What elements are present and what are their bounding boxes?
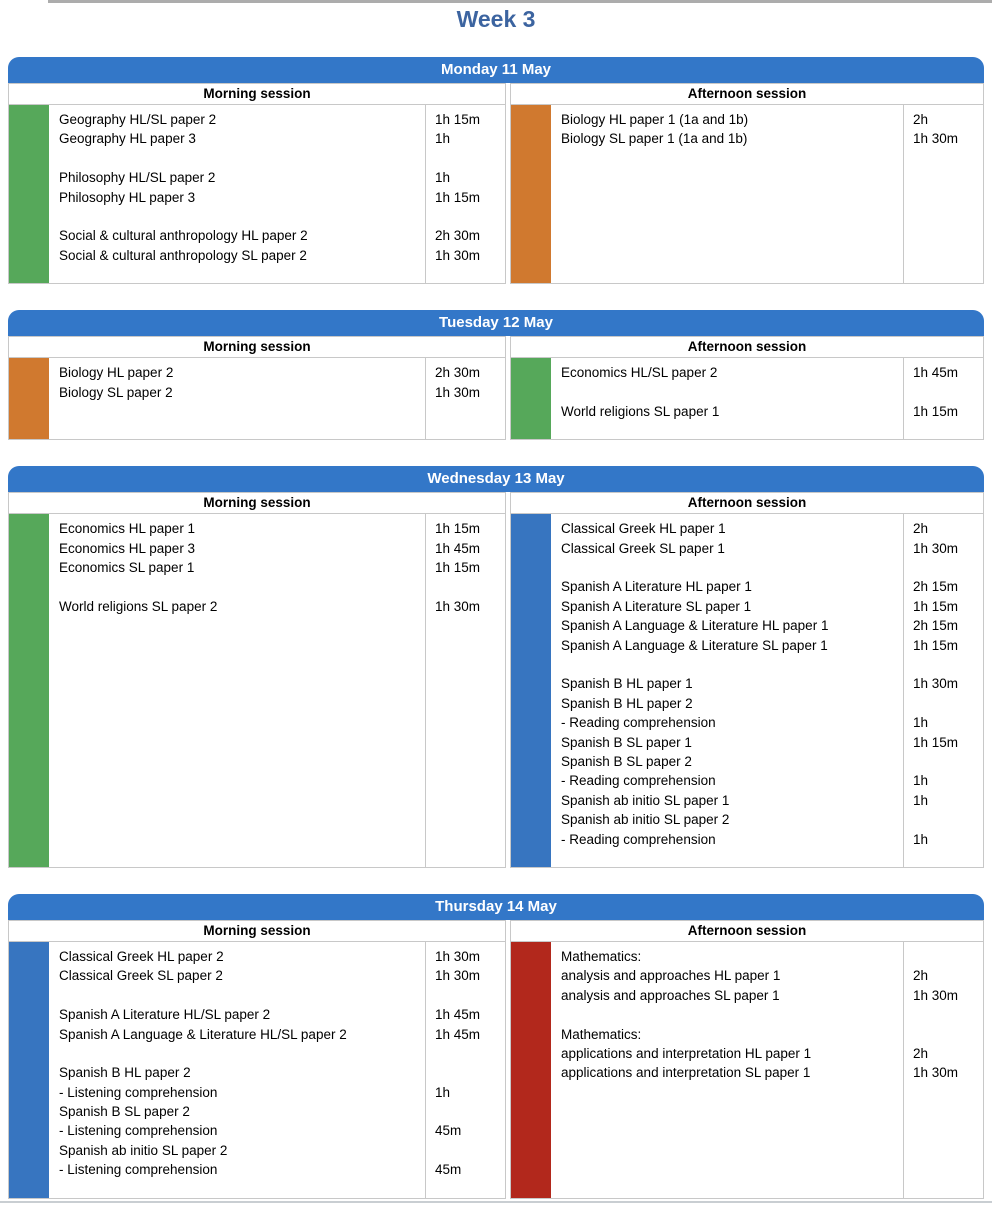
exam-duration: 1h 30m xyxy=(913,131,959,147)
exam-duration: 1h 15m xyxy=(913,598,959,614)
exam-durations-column xyxy=(903,942,983,1198)
session-title: Morning session xyxy=(9,337,505,358)
exam-durations-column xyxy=(425,105,505,283)
exam-durations-column xyxy=(903,514,983,867)
exam-name xyxy=(59,577,425,596)
exam-name: - Listening comprehension xyxy=(59,1162,218,1178)
session-afternoon xyxy=(510,83,984,284)
exam-name: Biology HL paper 1 (1a and 1b) xyxy=(561,112,749,127)
exam-name: Mathematics: xyxy=(561,1026,642,1042)
day-body xyxy=(8,920,984,1199)
exam-name: Economics HL paper 1 xyxy=(59,521,196,537)
exam-name: Social & cultural anthropology SL paper 2 xyxy=(59,247,307,263)
day-body xyxy=(8,336,984,440)
color-stripe xyxy=(511,105,551,283)
exam-name: World religions SL paper 2 xyxy=(59,598,218,614)
exam-name: - Reading comprehension xyxy=(561,715,716,731)
exam-duration: 2h 15m xyxy=(913,579,959,595)
exam-duration: 1h 45m xyxy=(435,540,481,556)
page-bottom-divider xyxy=(0,1201,992,1203)
session-afternoon xyxy=(510,336,984,440)
day-section xyxy=(8,57,984,284)
session-title: Afternoon session xyxy=(511,493,983,514)
exam-name: applications and interpretation HL paper 1 xyxy=(561,1045,812,1061)
exam-name xyxy=(59,207,425,226)
exam-duration xyxy=(435,207,505,226)
exam-duration: 1h 15m xyxy=(435,560,481,576)
day-header: Thursday 14 May xyxy=(8,894,984,920)
day-section xyxy=(8,310,984,440)
session-afternoon xyxy=(510,920,984,1199)
exam-duration: 1h 15m xyxy=(913,403,959,419)
session-content xyxy=(9,514,505,867)
exam-duration xyxy=(913,655,983,674)
session-title: Morning session xyxy=(9,84,505,105)
exam-names-column xyxy=(49,358,425,439)
exam-name: Classical Greek SL paper 2 xyxy=(59,968,223,984)
day-body xyxy=(8,83,984,284)
exam-duration: 1h 45m xyxy=(435,1007,481,1023)
exam-duration: 1h 15m xyxy=(913,734,959,750)
day-header: Tuesday 12 May xyxy=(8,310,984,336)
color-stripe xyxy=(9,514,49,867)
exam-duration: 1h xyxy=(913,715,929,731)
exam-name xyxy=(59,986,425,1005)
exam-duration: 1h 30m xyxy=(913,540,959,556)
exam-name: Economics HL/SL paper 2 xyxy=(561,365,718,381)
exam-duration: 1h 30m xyxy=(435,384,481,400)
exam-duration: 2h 30m xyxy=(435,228,481,244)
exam-names-column xyxy=(551,105,903,283)
exam-duration: 1h xyxy=(435,170,451,186)
exam-duration xyxy=(913,694,983,713)
exam-duration xyxy=(435,1044,505,1063)
exam-duration: 45m xyxy=(435,1123,462,1139)
exam-duration: 1h 30m xyxy=(913,987,959,1003)
session-title: Afternoon session xyxy=(511,84,983,105)
exam-duration: 2h 30m xyxy=(435,365,481,381)
exam-duration: 1h 30m xyxy=(435,598,481,614)
day-header: Monday 11 May xyxy=(8,57,984,83)
exam-duration: 1h 30m xyxy=(435,247,481,263)
exam-names-column xyxy=(551,942,903,1198)
days-container xyxy=(0,57,992,1199)
color-stripe xyxy=(9,358,49,439)
exam-durations-column xyxy=(903,358,983,439)
exam-duration xyxy=(435,577,505,596)
exam-duration: 1h xyxy=(435,1084,451,1100)
exam-duration: 1h 15m xyxy=(913,637,959,653)
exam-name xyxy=(59,1044,425,1063)
exam-duration: 1h 30m xyxy=(913,1065,959,1081)
session-title: Morning session xyxy=(9,921,505,942)
exam-duration: 1h xyxy=(913,773,929,789)
exam-name: Spanish B SL paper 1 xyxy=(561,734,692,750)
exam-names-column xyxy=(49,105,425,283)
exam-name: - Reading comprehension xyxy=(561,831,716,847)
exam-name: Spanish B HL paper 2 xyxy=(59,1065,191,1081)
exam-duration: 2h xyxy=(913,521,929,537)
session-title: Afternoon session xyxy=(511,921,983,942)
exam-name: Spanish ab initio SL paper 2 xyxy=(561,812,730,828)
exam-duration xyxy=(913,383,983,402)
exam-duration xyxy=(435,1102,505,1121)
exam-duration xyxy=(913,1005,983,1024)
session-content xyxy=(9,942,505,1198)
exam-durations-column xyxy=(903,105,983,283)
exam-names-column xyxy=(551,358,903,439)
exam-name: Biology HL paper 2 xyxy=(59,365,174,381)
exam-name: Spanish B HL paper 2 xyxy=(561,695,693,711)
exam-name: World religions SL paper 1 xyxy=(561,403,720,419)
exam-duration xyxy=(913,947,983,966)
exam-duration xyxy=(435,149,505,168)
day-body xyxy=(8,492,984,868)
exam-name: Biology SL paper 1 (1a and 1b) xyxy=(561,131,748,147)
session-title: Morning session xyxy=(9,493,505,514)
session-title: Afternoon session xyxy=(511,337,983,358)
exam-duration: 1h 45m xyxy=(435,1026,481,1042)
exam-durations-column xyxy=(425,942,505,1198)
exam-name: Spanish B HL paper 1 xyxy=(561,676,693,692)
exam-duration: 1h xyxy=(913,831,929,847)
exam-duration xyxy=(435,1063,505,1082)
exam-duration xyxy=(913,810,983,829)
exam-duration: 45m xyxy=(435,1162,462,1178)
exam-name: Spanish B SL paper 2 xyxy=(59,1104,190,1120)
exam-name: Geography HL/SL paper 2 xyxy=(59,112,217,127)
exam-duration xyxy=(435,1141,505,1160)
exam-name: Mathematics: xyxy=(561,948,642,964)
exam-duration xyxy=(913,1025,983,1044)
exam-name: analysis and approaches HL paper 1 xyxy=(561,968,781,984)
exam-names-column xyxy=(49,514,425,867)
exam-duration xyxy=(913,558,983,577)
exam-duration: 2h 15m xyxy=(913,618,959,634)
exam-duration: 1h 45m xyxy=(913,365,959,381)
session-content xyxy=(9,105,505,283)
color-stripe xyxy=(511,514,551,867)
session-content xyxy=(511,358,983,439)
exam-names-column xyxy=(49,942,425,1198)
exam-name: analysis and approaches SL paper 1 xyxy=(561,987,780,1003)
exam-duration: 2h xyxy=(913,968,929,984)
exam-duration: 2h xyxy=(913,112,929,127)
session-morning xyxy=(8,920,506,1199)
exam-name: Geography HL paper 3 xyxy=(59,131,196,147)
color-stripe xyxy=(9,105,49,283)
exam-name: Economics SL paper 1 xyxy=(59,560,195,576)
exam-duration: 1h xyxy=(913,792,929,808)
page-title: Week 3 xyxy=(456,6,536,32)
exam-name: Spanish A Literature HL/SL paper 2 xyxy=(59,1007,271,1023)
color-stripe xyxy=(9,942,49,1198)
exam-name: Classical Greek SL paper 1 xyxy=(561,540,725,556)
exam-name xyxy=(561,655,903,674)
exam-names-column xyxy=(551,514,903,867)
color-stripe xyxy=(511,942,551,1198)
exam-durations-column xyxy=(425,358,505,439)
exam-durations-column xyxy=(425,514,505,867)
exam-name: - Reading comprehension xyxy=(561,773,716,789)
exam-name: Spanish A Literature SL paper 1 xyxy=(561,598,752,614)
exam-duration xyxy=(913,752,983,771)
exam-name: Classical Greek HL paper 1 xyxy=(561,521,726,537)
exam-duration: 1h 30m xyxy=(435,968,481,984)
exam-name: Classical Greek HL paper 2 xyxy=(59,948,224,964)
day-section xyxy=(8,466,984,868)
day-section xyxy=(8,894,984,1199)
session-content xyxy=(511,942,983,1198)
exam-name: Philosophy HL paper 3 xyxy=(59,189,196,205)
exam-name: - Listening comprehension xyxy=(59,1123,218,1139)
exam-duration: 1h 15m xyxy=(435,189,481,205)
exam-duration: 1h 30m xyxy=(435,948,481,964)
exam-duration: 1h xyxy=(435,131,451,147)
exam-name: Economics HL paper 3 xyxy=(59,540,196,556)
session-morning xyxy=(8,492,506,868)
session-morning xyxy=(8,83,506,284)
day-header: Wednesday 13 May xyxy=(8,466,984,492)
exam-name: Philosophy HL/SL paper 2 xyxy=(59,170,216,186)
exam-name: - Listening comprehension xyxy=(59,1084,218,1100)
exam-duration: 1h 30m xyxy=(913,676,959,692)
exam-name xyxy=(561,558,903,577)
exam-name: Spanish A Language & Literature HL paper 1 xyxy=(561,618,829,634)
session-afternoon xyxy=(510,492,984,868)
exam-name: Spanish B SL paper 2 xyxy=(561,753,692,769)
page-top-divider xyxy=(48,0,992,3)
session-content xyxy=(9,358,505,439)
exam-name: Spanish A Language & Literature HL/SL paper 2 xyxy=(59,1026,347,1042)
exam-duration: 1h 15m xyxy=(435,112,481,127)
exam-name: applications and interpretation SL paper 1 xyxy=(561,1065,811,1081)
session-content xyxy=(511,105,983,283)
exam-name xyxy=(561,1005,903,1024)
exam-name: Social & cultural anthropology HL paper 2 xyxy=(59,228,308,244)
color-stripe xyxy=(511,358,551,439)
exam-duration: 1h 15m xyxy=(435,521,481,537)
session-morning xyxy=(8,336,506,440)
exam-name: Spanish A Literature HL paper 1 xyxy=(561,579,752,595)
exam-name: Spanish A Language & Literature SL paper 1 xyxy=(561,637,828,653)
exam-duration: 2h xyxy=(913,1045,929,1061)
exam-name: Spanish ab initio SL paper 2 xyxy=(59,1142,228,1158)
session-content xyxy=(511,514,983,867)
exam-duration xyxy=(435,986,505,1005)
exam-name xyxy=(561,383,903,402)
exam-name xyxy=(59,149,425,168)
exam-name: Spanish ab initio SL paper 1 xyxy=(561,792,730,808)
exam-name: Biology SL paper 2 xyxy=(59,384,173,400)
